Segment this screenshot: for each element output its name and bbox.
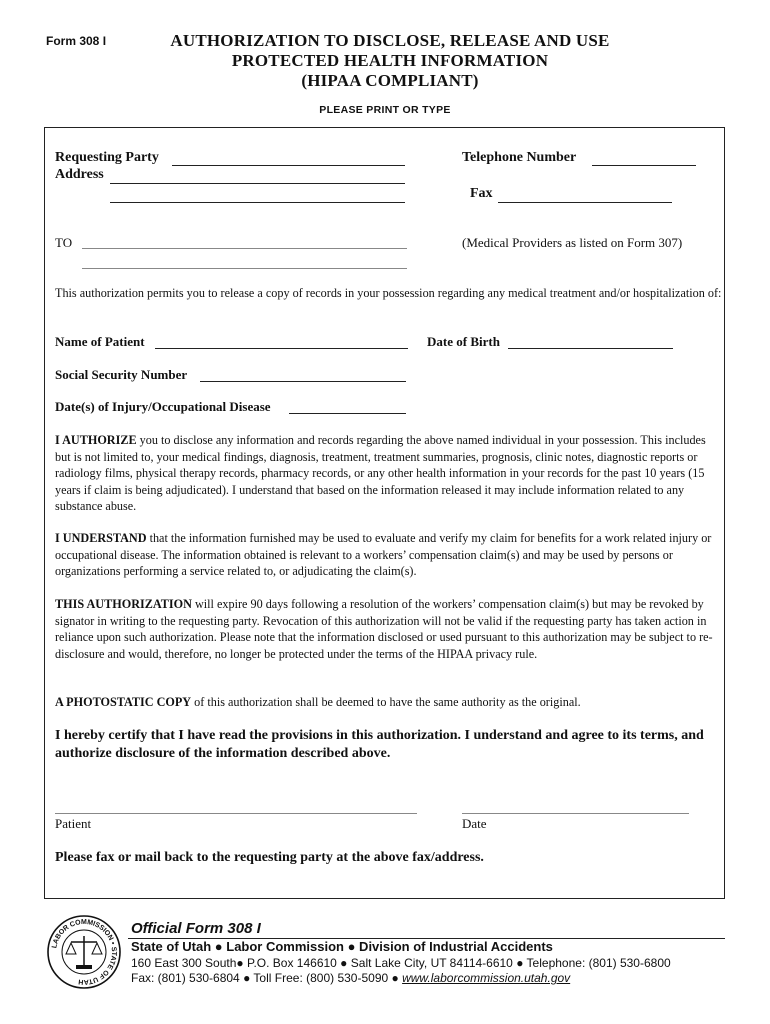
patient-signature-field[interactable] [55, 813, 417, 814]
expire-lead: THIS AUTHORIZATION [55, 597, 192, 611]
authorize-text: you to disclose any information and records regarding the above named individual in your possession. This includes but is not limited to, your medical findings, diagnosis, treatment, treatment summaries, prognosis, clinic notes, diagnostic reports or radiology films, physical therapy records, pharmacy records, or any other health information in your records for the past 10 years (15 years if claim is being adjudicated). I understand that based on the information released it may include information related to any substance abuse. [55, 433, 706, 513]
requesting-party-field[interactable] [172, 165, 405, 166]
website-link[interactable]: www.laborcommission.utah.gov [402, 971, 571, 985]
official-form-label: Official Form 308 I [131, 920, 261, 937]
to-field-1[interactable] [82, 248, 407, 249]
understand-lead: I UNDERSTAND [55, 531, 147, 545]
requesting-party-label: Requesting Party [55, 150, 159, 165]
labor-commission-seal [46, 914, 122, 990]
agency-line: State of Utah ● Labor Commission ● Division of Industrial Accidents [131, 939, 553, 954]
return-instruction: Please fax or mail back to the requesting party at the above fax/address. [55, 850, 484, 865]
expire-paragraph [55, 596, 723, 662]
seal-text: LABOR COMMISSION • STATE OF UTAH [51, 918, 118, 986]
dob-field[interactable] [508, 348, 673, 349]
address-field-1[interactable] [110, 183, 405, 184]
photostatic-paragraph [55, 694, 723, 711]
authorize-lead: I AUTHORIZE [55, 433, 137, 447]
signature-date-label: Date [462, 816, 487, 831]
ssn-label: Social Security Number [55, 367, 188, 382]
intro-paragraph: This authorization permits you to release a copy of records in your possession regarding any medical treatment and/or hospitalization of: [55, 286, 722, 300]
to-label: TO [55, 235, 73, 250]
address-field-2[interactable] [110, 202, 405, 203]
form-title-line-3: (HIPAA COMPLIANT) [301, 71, 479, 90]
patient-name-label: Name of Patient [55, 334, 145, 349]
authorize-paragraph [55, 432, 723, 515]
contact-line [131, 971, 570, 985]
understand-text: that the information furnished may be used to evaluate and verify my claim for benefits for a work related injury or occupational disease. The information obtained is relevant to a workers’ compensation claim(s) and may be used by persons or organizations performing a service related to, or adjudicating the claim(s). [55, 531, 712, 578]
photostatic-lead: A PHOTOSTATIC COPY [55, 695, 192, 709]
address-line: 160 East 300 South● P.O. Box 146610 ● Salt Lake City, UT 84114-6610 ● Telephone: (801) 530-6800 [131, 956, 671, 970]
contact-text: Fax: (801) 530-6804 ● Toll Free: (800) 530-5090 ● [131, 971, 403, 985]
understand-paragraph [55, 530, 723, 580]
print-instruction: PLEASE PRINT OR TYPE [319, 104, 451, 116]
form-number: Form 308 I [46, 34, 107, 48]
injury-date-label: Date(s) of Injury/Occupational Disease [55, 399, 271, 414]
fax-label: Fax [470, 186, 493, 201]
expire-text: will expire 90 days following a resolution of the workers’ compensation claim(s) but may be revoked by signator in writing to the requesting party. Revocation of this authorization will not be valid if the requesting party has taken action in reliance upon such authorization. Please note that the information disclosed or used pursuant to this authorization may be subject to re-disclosure and would, therefore, no longer be protected under the terms of the HIPAA privacy rule. [55, 597, 713, 661]
address-label: Address [55, 167, 104, 182]
photostatic-text: of this authorization shall be deemed to have the same authority as the original. [191, 695, 581, 709]
certification-statement: I hereby certify that I have read the provisions in this authorization. I understand and agree to its terms, and authorize disclosure of the information described above. [55, 728, 704, 761]
injury-date-field[interactable] [289, 413, 406, 414]
patient-signature-label: Patient [55, 816, 92, 831]
seal-icon [46, 914, 122, 990]
to-note: (Medical Providers as listed on Form 307) [462, 235, 683, 250]
form-title-line-2: PROTECTED HEALTH INFORMATION [231, 51, 549, 70]
patient-name-field[interactable] [155, 348, 408, 349]
ssn-field[interactable] [200, 381, 406, 382]
fax-field[interactable] [498, 202, 672, 203]
signature-date-field[interactable] [462, 813, 689, 814]
telephone-field[interactable] [592, 165, 696, 166]
form-title-line-1: AUTHORIZATION TO DISCLOSE, RELEASE AND USE [170, 31, 610, 50]
dob-label: Date of Birth [427, 334, 500, 349]
telephone-label: Telephone Number [462, 150, 577, 165]
to-field-2[interactable] [82, 268, 407, 269]
